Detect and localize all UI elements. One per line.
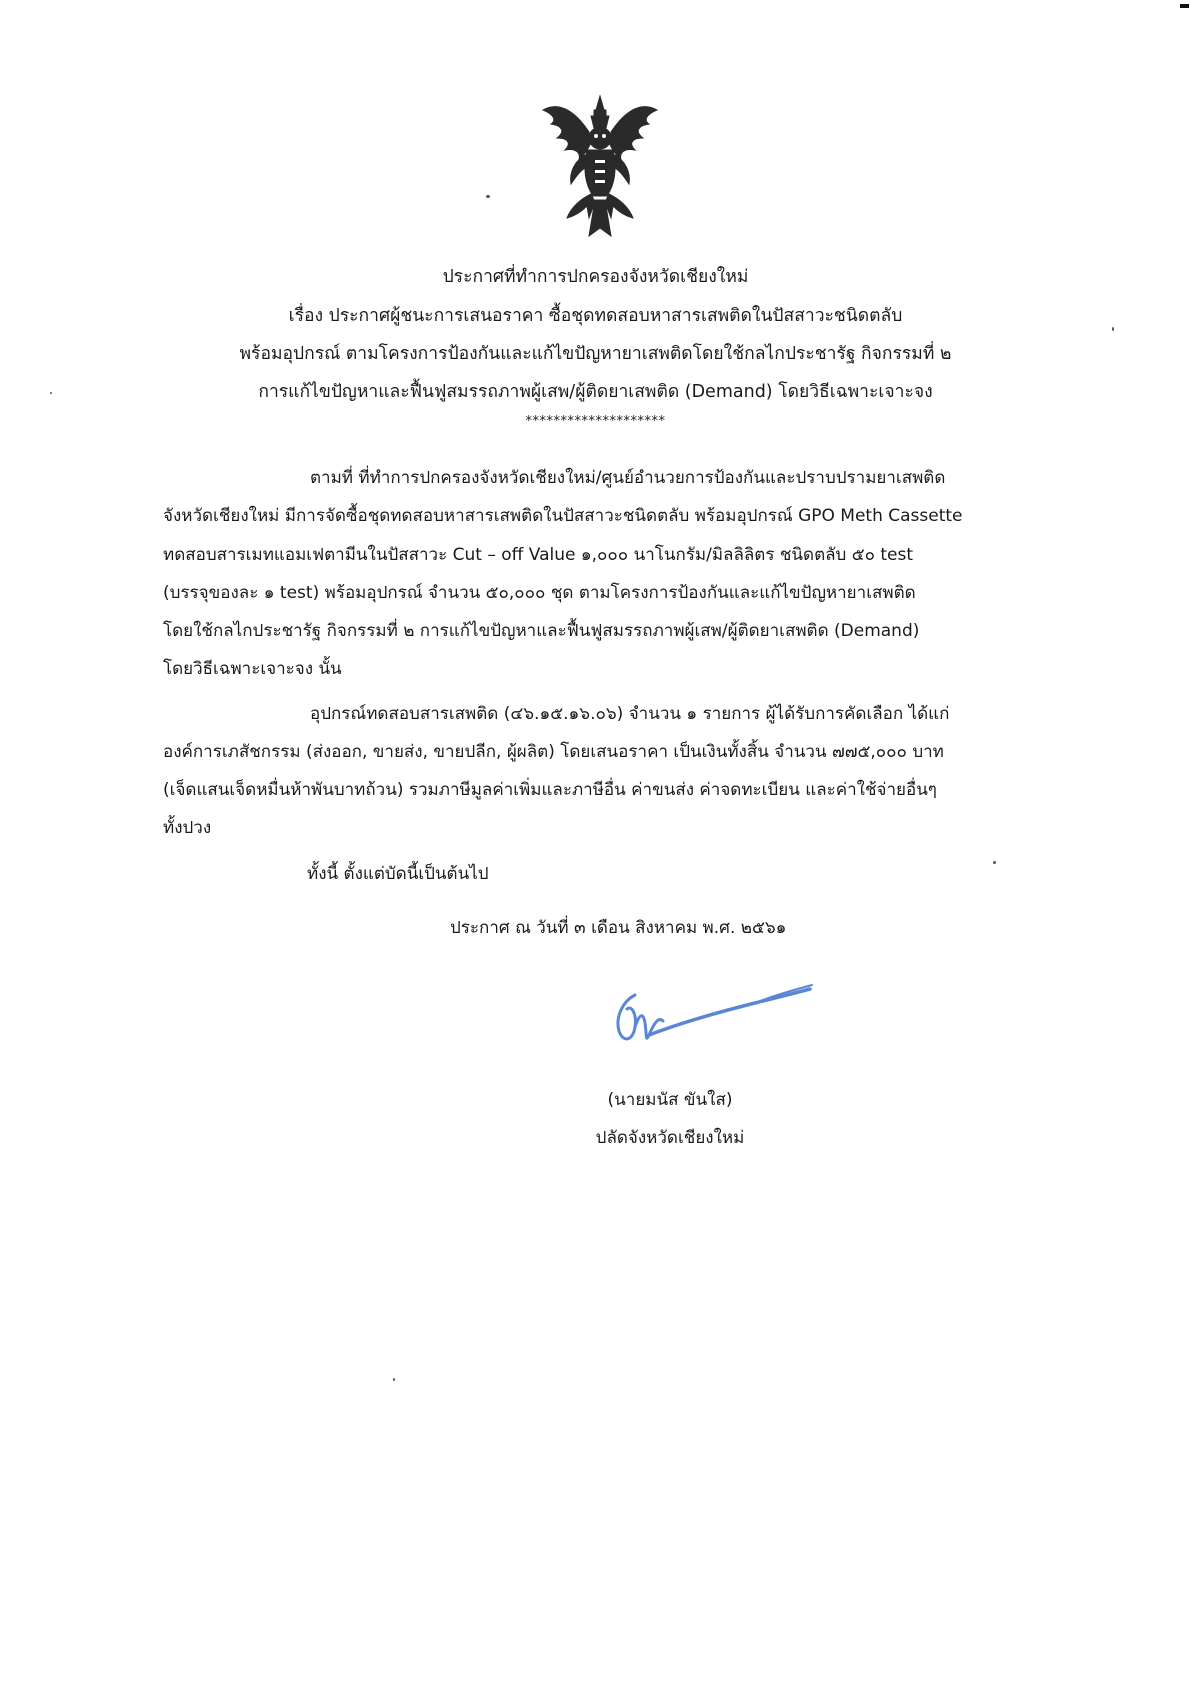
scan-speck [50,392,52,394]
paragraph1-line: (บรรจุของละ ๑ test) พร้อมอุปกรณ์ จำนวน ๕๐,๐๐๐ ชุด ตามโครงการป้องกันและแก้ไขปัญหายาเสพติด [163,583,916,603]
paragraph2-line: ทั้งปวง [163,818,212,838]
handwritten-signature [605,965,820,1060]
announcement-title: ประกาศที่ทำการปกครองจังหวัดเชียงใหม่ [442,267,749,287]
paragraph1-line: จังหวัดเชียงใหม่ มีการจัดซื้อชุดทดสอบหาสารเสพติดในปัสสาวะชนิดตลับ พร้อมอุปกรณ์ GPO Meth Cassette [163,506,963,526]
scan-speck [393,1378,395,1381]
scan-speck [486,195,490,198]
scan-speck [993,861,996,864]
paragraph2-line: องค์การเภสัชกรรม (ส่งออก, ขายส่ง, ขายปลีก, ผู้ผลิต) โดยเสนอราคา เป็นเงินทั้งสิ้น จำนวน ๗๗๕,๐๐๐ บาท [163,742,944,762]
signer-name: (นายมนัส ขันใส) [607,1090,733,1110]
scan-edge-mark [1180,4,1189,8]
signer-position: ปลัดจังหวัดเชียงใหม่ [595,1128,745,1148]
scan-speck [1112,327,1114,331]
paragraph2-line: อุปกรณ์ทดสอบสารเสพติด (๔๖.๑๕.๑๖.๐๖) จำนวน ๑ รายการ ผู้ได้รับการคัดเลือก ได้แก่ [310,704,950,724]
paragraph1-line: ตามที่ ที่ทำการปกครองจังหวัดเชียงใหม่/ศูนย์อำนวยการป้องกันและปราบปรามยาเสพติด [310,468,946,488]
paragraph1-line: โดยวิธีเฉพาะเจาะจง นั้น [163,659,342,679]
separator-line: ******************** [525,414,666,429]
announcement-date: ประกาศ ณ วันที่ ๓ เดือน สิงหาคม พ.ศ. ๒๕๖๑ [450,918,787,938]
paragraph1-line: ทดสอบสารเมทแอมเฟตามีนในปัสสาวะ Cut – off Value ๑,๐๐๐ นาโนกรัม/มิลลิลิตร ชนิดตลับ ๕๐ test [163,545,914,565]
paragraph1-line: โดยใช้กลไกประชารัฐ กิจกรรมที่ ๒ การแก้ไขปัญหาและฟื้นฟูสมรรถภาพผู้เสพ/ผู้ติดยาเสพติด (Demand) [163,621,920,641]
subject-line-1: เรื่อง ประกาศผู้ชนะการเสนอราคา ซื้อชุดทดสอบหาสารเสพติดในปัสสาวะชนิดตลับ [288,306,903,326]
garuda-emblem-icon [535,88,665,243]
effective-statement: ทั้งนี้ ตั้งแต่บัดนี้เป็นต้นไป [307,864,489,884]
subject-line-2: พร้อมอุปกรณ์ ตามโครงการป้องกันและแก้ไขปัญหายาเสพติดโดยใช้กลไกประชารัฐ กิจกรรมที่ ๒ [239,344,952,364]
paragraph2-line: (เจ็ดแสนเจ็ดหมื่นห้าพันบาทถ้วน) รวมภาษีมูลค่าเพิ่มและภาษีอื่น ค่าขนส่ง ค่าจดทะเบียน และค่าใช้จ่ายอื่นๆ [163,780,937,800]
subject-line-3: การแก้ไขปัญหาและฟื้นฟูสมรรถภาพผู้เสพ/ผู้ติดยาเสพติด (Demand) โดยวิธีเฉพาะเจาะจง [258,382,933,402]
